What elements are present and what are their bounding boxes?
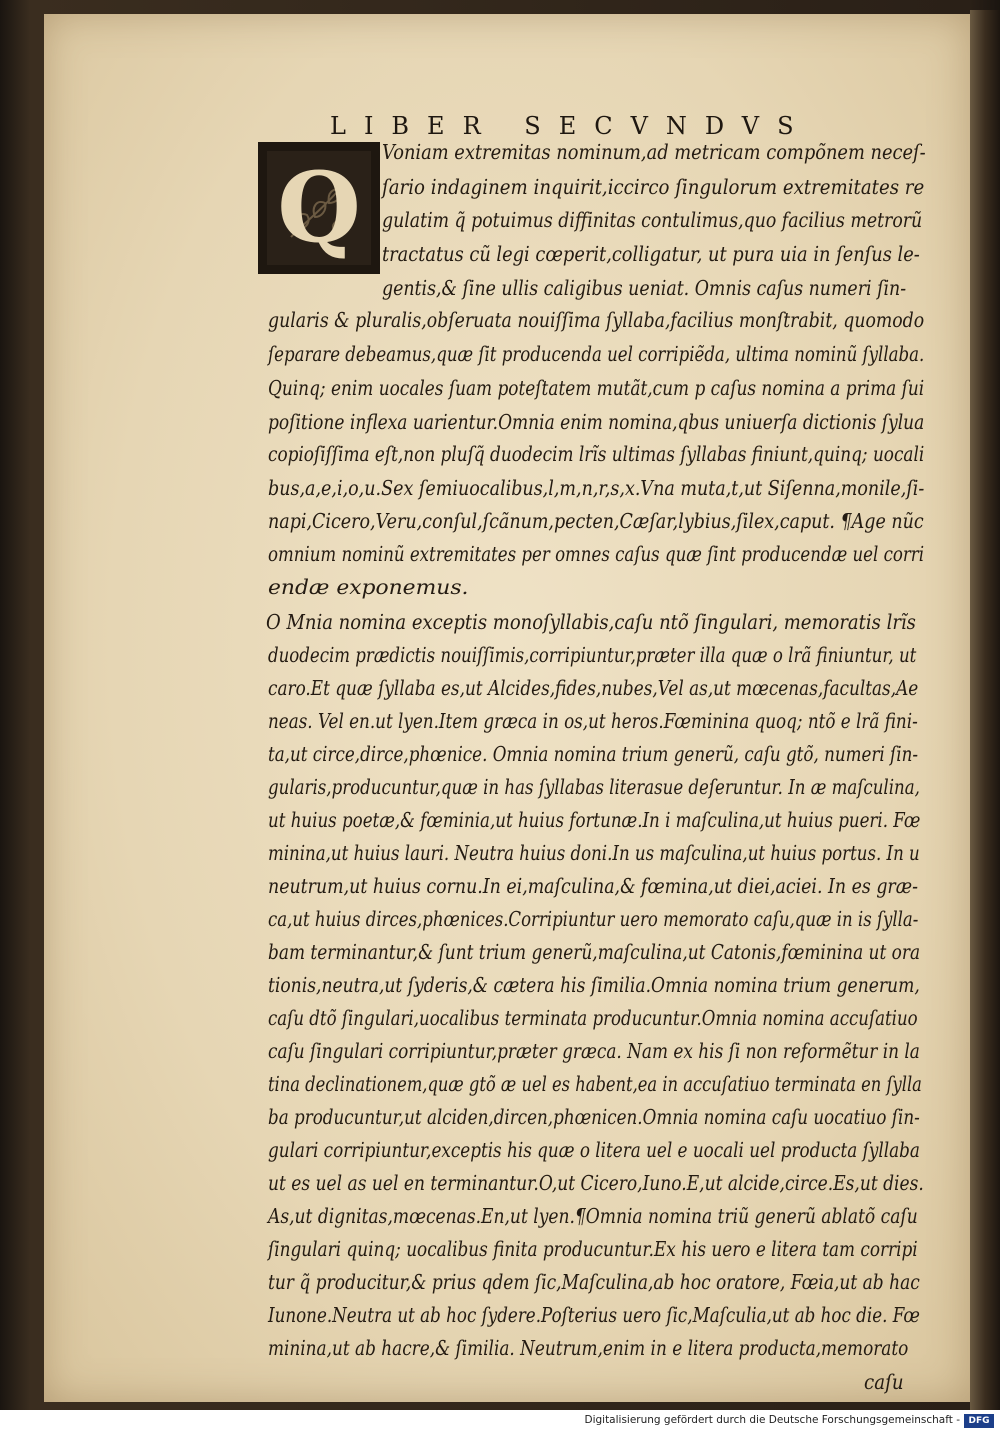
text-line: ſario indaginem inquirit,iccirco ſingulorum extremitates re — [382, 175, 925, 199]
text-line: gentis,& ſine ullis caligibus ueniat. Omnis caſus numeri ſin- — [382, 276, 907, 300]
text-line: As,ut dignitas,mœcenas.En,ut lyen.¶Omnia nomina triũ generũ ablatõ caſu — [268, 1204, 918, 1228]
text-line: ca,ut huius dirces,phœnices.Corripiuntur uero memorato caſu,quæ in is ſylla- — [268, 907, 919, 931]
initial-letter: Q — [277, 151, 361, 264]
text-line: minina,ut ab hacre,& ſimilia. Neutrum,enim in e litera producta,memorato — [268, 1336, 909, 1360]
text-line: poſitione inflexa uarientur.Omnia enim nomina,qbus uniuerſa dictionis ſylua — [268, 410, 925, 434]
text-line: bam terminantur,& ſunt trium generũ,maſculina,ut Catonis,fœminina ut ora — [268, 940, 921, 964]
text-line: Iunone.Neutra ut ab hoc ſydere.Poſterius uero ſic,Maſculia,ut ab hoc die. Fœ — [268, 1303, 920, 1327]
funding-credit: Digitalisierung gefördert durch die Deutsche Forschungsgemeinschaft - — [584, 1414, 960, 1426]
text-line: ut huius poetæ,& fœminia,ut huius fortunæ.In i maſculina,ut huius pueri. Fœ — [268, 808, 921, 832]
text-line: ba producuntur,ut alciden,dircen,phœnicen.Omnia nomina caſu uocatiuo ſin- — [268, 1105, 920, 1129]
text-line: omnium nominũ extremitates per omnes caſus quæ ſint producendæ uel corri — [268, 542, 925, 566]
footer-bar — [0, 1410, 1000, 1432]
text-line: caſu ſingulari corripiuntur,præter græca. Nam ex his ſi non reformẽtur in la — [268, 1039, 920, 1063]
running-head: LIBER SECVNDVS — [330, 112, 812, 140]
text-line: Quinq; enim uocales ſuam poteſtatem mutãt,cum p caſus nomina a prima ſui — [268, 376, 925, 400]
text-line: neas. Vel en.ut lyen.Item græca in os,ut heros.Fœminina quoq; ntõ e lrã fini- — [268, 709, 918, 733]
text-line: neutrum,ut huius cornu.In ei,maſculina,& fœmina,ut diei,aciei. In es græ- — [268, 874, 918, 898]
text-line: minina,ut huius lauri. Neutra huius doni.In us maſculina,ut huius portus. In u — [268, 841, 920, 865]
text-line: O Mnia nomina exceptis monoſyllabis,caſu ntõ ſingulari, memoratis lrĩs — [266, 610, 916, 634]
text-line: ſeparare debeamus,quæ ſit producenda uel corripiẽda, ultima nominũ ſyllaba. — [268, 342, 925, 366]
text-line: gularis,producuntur,quæ in has ſyllabas literasue deſeruntur. In æ maſculina, — [268, 775, 920, 799]
text-line: gulatim q̃ potuimus diffinitas contulimus,quo facilius metrorũ — [382, 208, 923, 232]
text-line: ut es uel as uel en terminantur.O,ut Cicero,Iuno.E,ut alcide,circe.Es,ut dies. — [268, 1171, 924, 1195]
text-line: duodecim prædictis nouiſſimis,corripiuntur,præter illa quæ o lrã finiuntur, ut — [268, 643, 917, 667]
text-line: ta,ut circe,dirce,phœnice. Omnia nomina trium generũ, caſu gtõ, numeri ſin- — [268, 742, 918, 766]
text-line: gularis & pluralis,obſeruata nouiſſima ſyllaba,facilius monſtrabit, quomodo — [268, 308, 925, 332]
text-line: endæ exponemus. — [268, 575, 469, 599]
text-line: caſu dtõ ſingulari,uocalibus terminata producuntur.Omnia nomina accuſatiuo — [268, 1006, 918, 1030]
text-line: caro.Et quæ ſyllaba es,ut Alcides,fides,nubes,Vel as,ut mœcenas,facultas,Ae — [268, 676, 919, 700]
text-line: bus,a,e,i,o,u.Sex ſemiuocalibus,l,m,n,r,s,x.Vna muta,t,ut Siſenna,monile,ſi- — [268, 476, 925, 500]
text-line: tionis,neutra,ut ſyderis,& cætera his ſimilia.Omnia nomina trium generum, — [268, 973, 920, 997]
text-line: ſingulari quinq; uocalibus finita producuntur.Ex his uero e litera tam corripi — [268, 1237, 918, 1261]
text-line: tina declinationem,quæ gtõ æ uel es habent,ea in accuſatiuo terminata en ſylla — [268, 1072, 922, 1096]
text-line: napi,Cicero,Veru,conſul,ſcãnum,pecten,Cæſar,lybius,ſilex,caput. ¶Age nũc — [268, 509, 924, 533]
text-line: tractatus cũ legi cœperit,colligatur, ut pura uia in ſenſus le- — [382, 242, 920, 266]
dfg-logo: DFG — [964, 1414, 994, 1428]
text-line: gulari corripiuntur,exceptis his quæ o litera uel e uocali uel producta ſyllaba — [268, 1138, 920, 1162]
text-line: caſu — [864, 1370, 904, 1394]
text-line: copioſiſſima eſt,non pluſq̃ duodecim lrĩs ultimas ſyllabas finiunt,quinq; uocali — [268, 442, 925, 466]
text-line: Voniam extremitas nominum,ad metricam compõnem neceſ- — [382, 140, 926, 164]
text-line: tur q̃ producitur,& prius qdem ſic,Maſculina,ab hoc oratore, Fœia,ut ab hac — [268, 1270, 920, 1294]
